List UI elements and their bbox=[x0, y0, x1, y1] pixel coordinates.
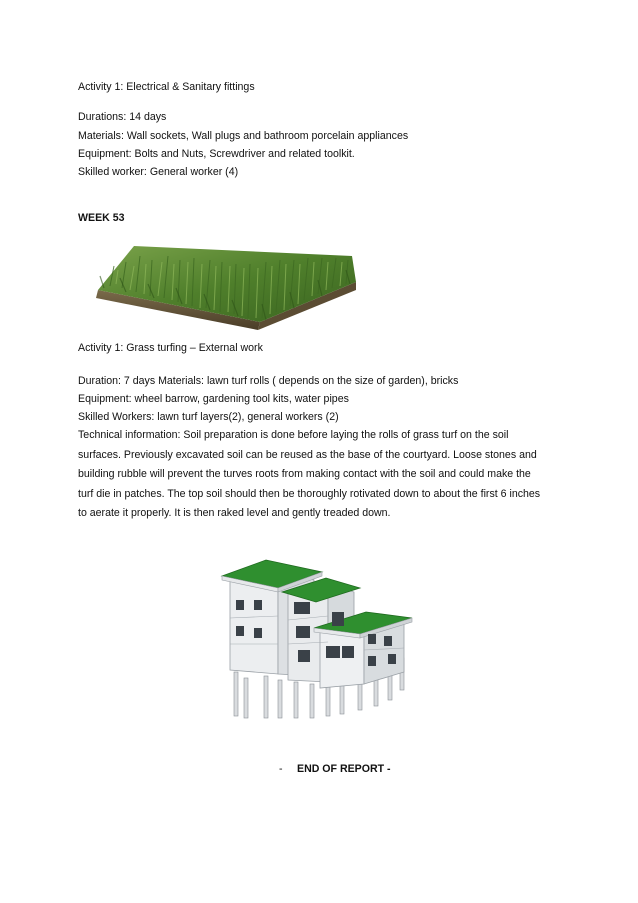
activity-electrical-skilled: Skilled worker: General worker (4) bbox=[78, 166, 239, 178]
activity-grass-line: Skilled Workers: lawn turf layers(2), general workers (2) bbox=[78, 411, 339, 423]
activity-grass-line: Technical information: Soil preparation is done before laying the rolls of grass turf on the soil bbox=[78, 429, 509, 441]
activity-electrical-materials: Materials: Wall sockets, Wall plugs and bathroom porcelain appliances bbox=[78, 130, 409, 142]
building-model-image bbox=[218, 554, 416, 720]
activity-grass-line: turf die in patches. The top soil should then be thoroughly rotivated down to about the first 6 inches bbox=[78, 487, 541, 500]
footer-dash: - bbox=[279, 763, 283, 775]
activity-grass-line: to aerate it properly. It is then raked level and gently treaded down. bbox=[78, 507, 391, 520]
activity-grass-line: building rubble will prevent the turves roots from making contact with the soil and could make the bbox=[78, 468, 531, 481]
activity-grass-line: Equipment: wheel barrow, gardening tool kits, water pipes bbox=[78, 393, 349, 405]
week-heading: WEEK 53 bbox=[78, 212, 125, 224]
activity-grass-line: Duration: 7 days Materials: lawn turf rolls ( depends on the size of garden), bricks bbox=[78, 375, 459, 387]
end-of-report: END OF REPORT - bbox=[297, 763, 391, 775]
activity-grass-details bbox=[78, 372, 568, 524]
activity-electrical-equipment: Equipment: Bolts and Nuts, Screwdriver and related toolkit. bbox=[78, 148, 355, 160]
activity-grass-line: surfaces. Previously excavated soil can be reused as the base of the courtyard. Loose stones and bbox=[78, 448, 537, 461]
grass-turf-image bbox=[90, 226, 362, 332]
activity-grass-title: Activity 1: Grass turfing – External work bbox=[78, 342, 263, 354]
activity-electrical-duration: Durations: 14 days bbox=[78, 111, 167, 123]
activity-electrical-title: Activity 1: Electrical & Sanitary fittings bbox=[78, 81, 255, 93]
